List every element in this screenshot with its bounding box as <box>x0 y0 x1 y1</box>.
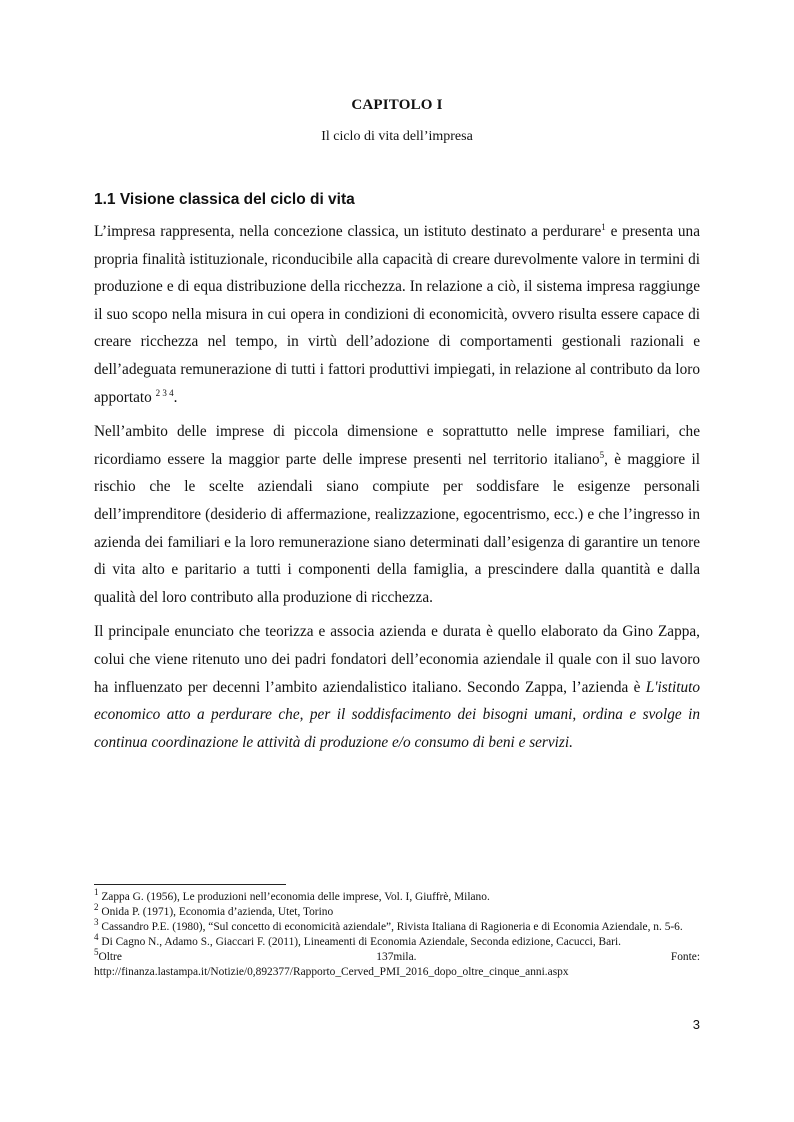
footnote-number: 5 <box>94 947 99 958</box>
footnote-text: Fonte: <box>670 951 700 963</box>
footnote-number: 2 <box>94 902 99 913</box>
paragraph-text: . <box>173 388 178 406</box>
zappa-definition-quote: L'istituto economico atto a perdurare che, per il soddisfacimento dei bisogni umani, ordina e svolge in continua coordinazione le attività di produzione e/o consumo di beni e servizi. <box>94 678 700 751</box>
footnote-5-lead <box>94 947 122 965</box>
paragraph-text: Il principale enunciato che teorizza e associa azienda e durata è quello elaborato da Gino Zappa, colui che viene ritenuto uno dei padri fondatori dell’economia aziendale il quale con il suo lavoro ha influenzato per decenni l’ambito aziendalistico italiano. Secondo Zappa, l’azienda è <box>94 623 700 696</box>
footnote-number: 1 <box>94 887 99 898</box>
footnote-ref: 2 3 4 <box>155 387 174 398</box>
paragraph-text: , è maggiore il rischio che le scelte aziendali siano compiute per soddisfare le esigenze personali dell’imprenditore (desiderio di affermazione, realizzazione, egocentrismo, ecc.) e che l’ingresso in azienda dei familiari e la loro remunerazione siano determinati dall’esigenza di garantire un tenore di vita alto e paritario a tutti i componenti della famiglia, a prescindere dalla quantità e dalla qualità del loro contributo alla produzione di ricchezza. <box>94 450 700 606</box>
section-heading: 1.1 Visione classica del ciclo di vita <box>94 191 355 208</box>
footnote-1 <box>94 887 700 905</box>
footnote-3 <box>94 917 700 935</box>
paragraph-2 <box>94 418 700 611</box>
footnote-text: 137mila. <box>376 951 417 963</box>
paragraph-text: e presenta una propria finalità istituzionale, riconducibile alla capacità di creare durevolmente valore in termini di produzione e di equa distribuzione della ricchezza. In relazione a ciò, il sistema impresa raggiunge il suo scopo nella misura in cui opera in condizioni di economicità, ovvero risulta essere capace di creare ricchezza nel tempo, in virtù dell’adozione di comportamenti gestionali razionali e dell’adeguata remunerazione di tutti i fattori produttivi impiegati, in relazione al contributo da loro apportato <box>94 223 700 406</box>
chapter-title: Il ciclo di vita dell’impresa <box>321 129 473 144</box>
footnote-separator <box>94 884 286 885</box>
paragraph-3 <box>94 618 700 756</box>
footnote-text: Onida P. (1971), Economia d’azienda, Utet, Torino <box>98 906 334 918</box>
body-text <box>94 218 700 763</box>
paragraph-text: L’impresa rappresenta, nella concezione classica, un istituto destinato a perdurare <box>94 223 602 240</box>
footnote-5 <box>94 947 700 965</box>
footnote-text: Cassandro P.E. (1980), “Sul concetto di economicità aziendale”, Rivista Italiana di Ragioneria e di Economia Aziendale, n. 5-6. <box>98 921 683 933</box>
footnote-number: 3 <box>94 917 99 928</box>
footnote-2 <box>94 902 700 920</box>
footnote-text: Di Cagno N., Adamo S., Giaccari F. (2011), Lineamenti di Economia Aziendale, Seconda edizione, Cacucci, Bari. <box>98 936 621 948</box>
paragraph-text: Nell’ambito delle imprese di piccola dimensione e soprattutto nelle imprese familiari, che ricordiamo essere la maggior parte delle imprese presenti nel territorio italiano <box>94 423 700 468</box>
footnote-ref: 5 <box>599 449 605 460</box>
footnote-number: 4 <box>94 932 99 943</box>
footnote-5-url: http://finanza.lastampa.it/Notizie/0,892377/Rapporto_Cerved_PMI_2016_dopo_oltre_cinque_anni.aspx <box>94 966 569 978</box>
footnote-text: Zappa G. (1956), Le produzioni nell’economia delle imprese, Vol. I, Giuffrè, Milano. <box>98 891 490 903</box>
chapter-label: CAPITOLO I <box>351 97 443 113</box>
footnote-ref: 1 <box>601 221 606 232</box>
footnotes <box>94 887 700 980</box>
paragraph-1 <box>94 218 700 411</box>
page-number: 3 <box>692 1017 700 1032</box>
footnote-4 <box>94 932 700 950</box>
footnote-text: Oltre <box>98 951 122 963</box>
